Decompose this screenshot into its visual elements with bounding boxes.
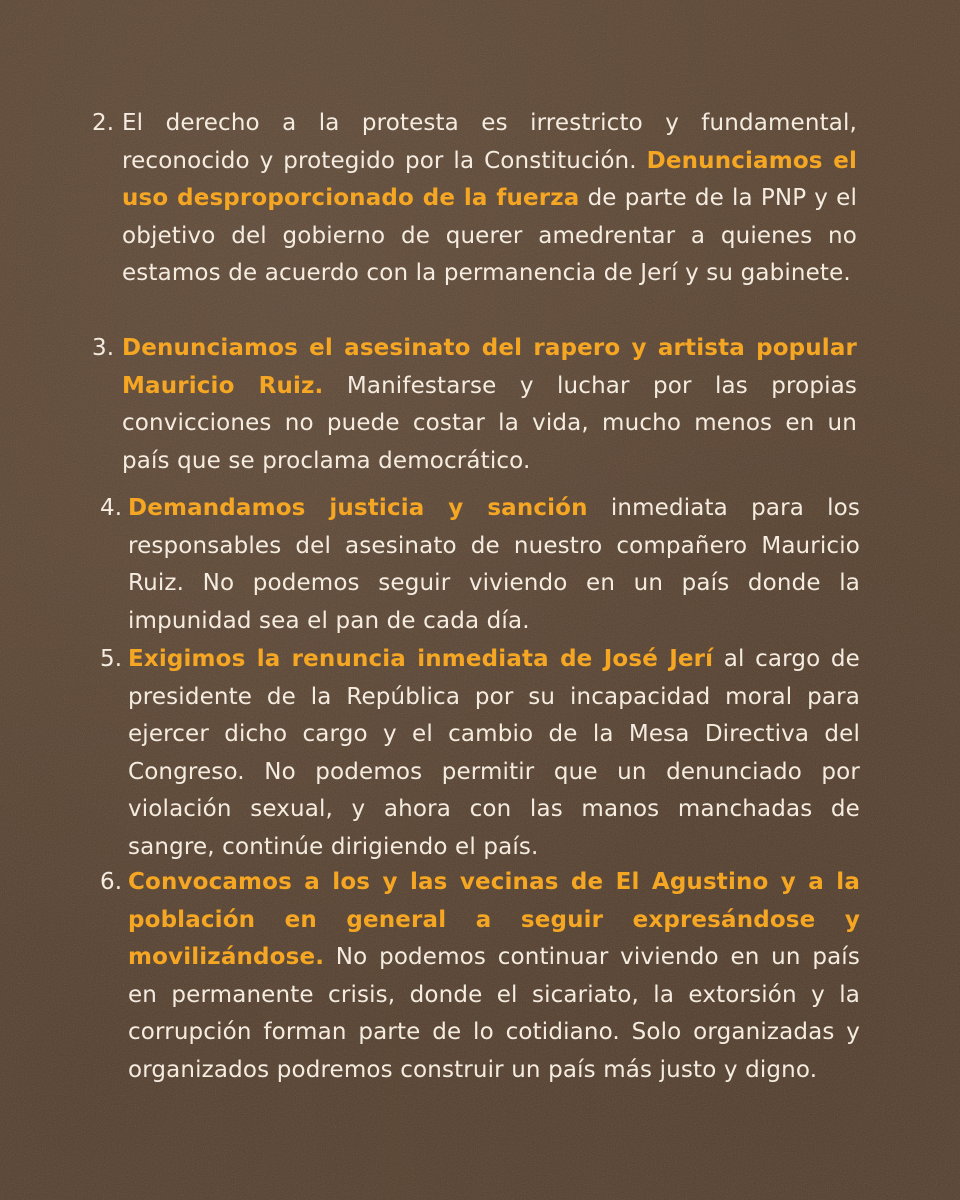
item-number: 3. — [92, 335, 115, 361]
list-item — [92, 105, 857, 293]
item-text-rest: de parte de la PNP y el objetivo del gobierno de querer amedrentar a quienes no estamos de acuerdo con la permanencia de Jerí y su gabinete. — [122, 185, 857, 286]
item-text-rest: Manifestarse y luchar por las propias convicciones no puede costar la vida, mucho menos en un país que se proclama democrático. — [122, 372, 858, 474]
item-text-rest: al cargo de presidente de la República por su incapacidad moral para ejercer dicho cargo y el cambio de la Mesa Directiva del Congreso. No podemos permitir que un denunciado por violación sexual, y ahora con las manos manchadas de sangre, continúe dirigiendo el país. — [128, 646, 860, 860]
item-highlight: Exigimos la renuncia inmediata de José Jerí — [128, 646, 714, 672]
item-number: 4. — [100, 495, 123, 521]
item-text — [122, 330, 857, 480]
item-highlight: Convocamos a los y las vecinas de El Agustino y a la población en general a seguir expresándose y movilizándose. — [128, 869, 860, 970]
item-text-intro: El derecho a la protesta es irrestricto y fundamental, reconocido y protegido por la Constitución. — [122, 110, 857, 174]
item-number: 2. — [92, 110, 115, 136]
list-item — [92, 330, 857, 480]
list-item — [100, 490, 860, 640]
item-text — [122, 105, 857, 293]
item-text-rest: No podemos continuar viviendo en un país en permanente crisis, donde el sicariato, la extorsión y la corrupción forman parte de lo cotidiano. Solo organizadas y organizados podremos construir un país más justo y digno. — [128, 944, 860, 1083]
item-text — [128, 864, 860, 1089]
item-highlight: Denunciamos el asesinato del rapero y artista popular Mauricio Ruiz. — [122, 335, 857, 399]
item-text-rest: inmediata para los responsables del asesinato de nuestro compañero Mauricio Ruiz. No podemos seguir viviendo en un país donde la impunidad sea el pan de cada día. — [128, 495, 861, 634]
item-text — [128, 490, 860, 640]
item-highlight: Demandamos justicia y sanción — [128, 495, 588, 521]
item-number: 6. — [100, 869, 123, 895]
list-item — [100, 641, 860, 866]
item-number: 5. — [100, 646, 123, 672]
list-item — [100, 864, 860, 1089]
item-text — [128, 641, 860, 866]
item-highlight: Denunciamos el uso desproporcionado de la fuerza — [122, 147, 857, 211]
